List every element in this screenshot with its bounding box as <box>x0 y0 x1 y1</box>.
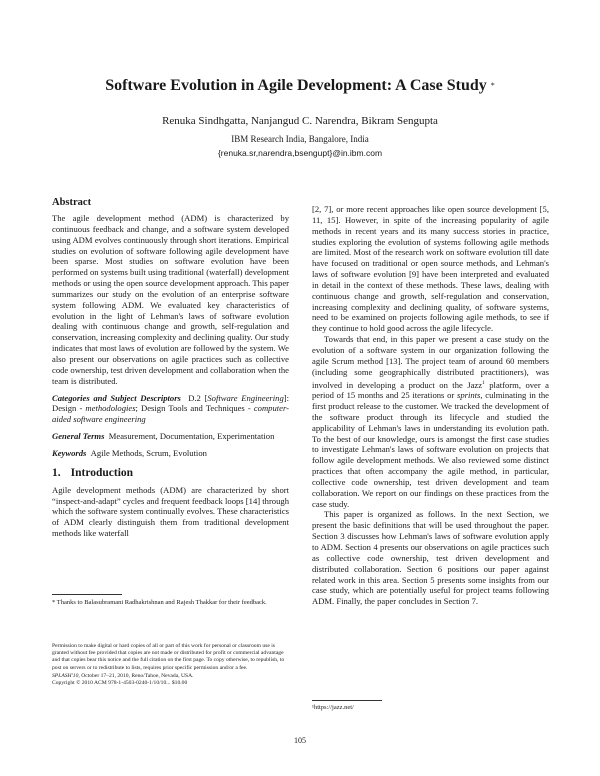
intro-right-p1: [2, 7], or more recent approaches like open source development [5, 11, 15]. However, in spite of the increasing popularity of agile methods in recent years and its many success stories in practice, studies exploring the evolution of systems following agile methods are limited. Most of the research work on software evolution till date have focused on traditional or open source methods, and Lehman's laws of software evolution [9] have been interpreted and evaluated in detail in the context of these methods. These laws, dealing with continuous change and growth, self-regulation and conservation, increasing complexity and declining quality, of software systems, need to be examined on projects following agile methods, to see if they continue to hold good across the agile lifecycle. <box>312 204 549 334</box>
left-column <box>52 196 289 539</box>
conference-details: October 17–21, 2010, Reno/Tahoe, Nevada, USA. <box>81 672 194 679</box>
general-terms <box>52 431 289 442</box>
general-terms-text: Measurement, Documentation, Experimentation <box>108 431 275 442</box>
conference-line <box>52 673 289 680</box>
footnote-jazz-url: ¹https://jazz.net/ <box>312 704 354 711</box>
footnote-thanks: * Thanks to Balasubramani Radhakrishnan and Rajesh Thakkar for their feedback. <box>52 599 267 606</box>
general-terms-label: General Terms <box>52 431 105 442</box>
permission-block <box>52 643 289 687</box>
introduction-heading <box>52 467 289 480</box>
footnote-rule-right <box>312 700 382 701</box>
right-column <box>312 204 549 607</box>
categories-tools: ; Design Tools and Techniques - <box>135 403 254 414</box>
intro-right-p3: This paper is organized as follows. In the next Section, we present the basic definitions that will be used throughout the paper. Section 3 discusses how Lehman's laws of software evolution apply to ADM. Section 4 presents our observations on agile practices such as collective code ownership, test driven development and distributed collaboration. Section 6 positions our paper against related work in this area. Section 5 presents some insights from our case study, which are potentially useful for project teams following ADM. Finally, the paper concludes in Section 7. <box>312 509 549 607</box>
section-number: 1. <box>52 466 61 479</box>
p2-part-a: Towards that end, in this paper we present a case study on the evolution of a software system in our organization following the agile Scrum method [13]. The project team of around 60 members (including some geographically distributed practitioners), was involved in developing a product on the Jazz <box>312 334 549 390</box>
categories-label: Categories and Subject Descriptors <box>52 392 181 403</box>
authors: Renuka Sindhgatta, Nanjangud C. Narendra, Bikram Sengupta <box>162 115 438 127</box>
categories-sep: ]: Design - <box>52 392 289 414</box>
categories-code: D.2 [ <box>188 392 208 403</box>
affiliation: IBM Research India, Bangalore, India <box>231 134 369 144</box>
title-footnote-mark: * <box>490 81 495 90</box>
keywords-text: Agile Methods, Scrum, Evolution <box>90 447 207 458</box>
section-title: Introduction <box>70 466 134 479</box>
jazz-footnote-mark: 1 <box>482 379 485 386</box>
abstract-heading: Abstract <box>52 197 92 208</box>
email: {renuka.sr,narendra,bsengupt}@in.ibm.com <box>217 148 383 158</box>
permission-text: Permission to make digital or hard copies of all or part of this work for personal or classroom use is granted without fee provided that copies are not made or distributed for profit or commercial advantage and that copies bear this notice and the full citation on the first page. To copy otherwise, to republish, to post on servers or to redistribute to lists, requires prior specific permission and/or a fee. <box>52 643 285 671</box>
categories-cae: computer-aided software engineering <box>52 403 289 425</box>
footnote-rule-left <box>52 594 122 595</box>
keywords-label: Keywords <box>52 447 87 458</box>
p2-part-c: , culminating in the first product release to the customer. We tracked the development of the software product through its lifecycle and studied the applicability of Lehman's laws in understanding its evolution path. To the best of our knowledge, ours is amongst the first case studies to investigate Lehman's laws of software evolution on projects that follow agile development methods. We also reviewed some distinct practices that often accompany the agile method, in particular, collective code ownership, test driven development and team collaboration. We report on our findings on these practices from the case study. <box>312 390 549 509</box>
categories <box>52 393 289 426</box>
page-number: 105 <box>294 736 306 745</box>
copyright-line: Copyright © 2010 ACM 978-1-4503-0240-1/10/10... $10.00 <box>52 680 188 687</box>
categories-field: Software Engineering <box>207 392 284 403</box>
categories-method: methodologies <box>85 403 136 414</box>
abstract-text: The agile development method (ADM) is characterized by continuous feedback and change, and a software system developed using ADM evolves continuously through short iterations. Empirical studies on evolution of software following agile development have been sparse. Most studies on software evolution have been performed on systems built using traditional (waterfall) development methods or using the open source development approach. This paper summarizes our study on the evolution of an enterprise software system following ADM. We evaluated key characteristics of evolution in the light of Lehman's laws of software evolution dealing with continuous change and growth, self-regulation and conservation, increasing complexity and declining quality. Our study indicates that most laws of evolution are followed by the system. We also present our observations on agile practices such as collective code ownership, test driven development and collaboration when the team is distributed. <box>52 213 289 386</box>
conference-name: SPLASH'10, <box>52 672 80 679</box>
p2-part-b: platform, over a period of 15 months and 25 iterations or <box>312 379 549 401</box>
title-text: Software Evolution in Agile Development: A Case Study <box>105 77 487 94</box>
intro-left-text: Agile development methods (ADM) are characterized by short “inspect-and-adapt” cycles and frequent feedback loops [14] through which the software system continually evolves. These characteristics of ADM clearly distinguish them from traditional development methods like waterfall <box>52 484 289 539</box>
p2-sprints: sprints <box>457 390 481 401</box>
paper-title <box>0 76 600 96</box>
intro-right-p2 <box>312 334 549 509</box>
keywords <box>52 448 289 459</box>
